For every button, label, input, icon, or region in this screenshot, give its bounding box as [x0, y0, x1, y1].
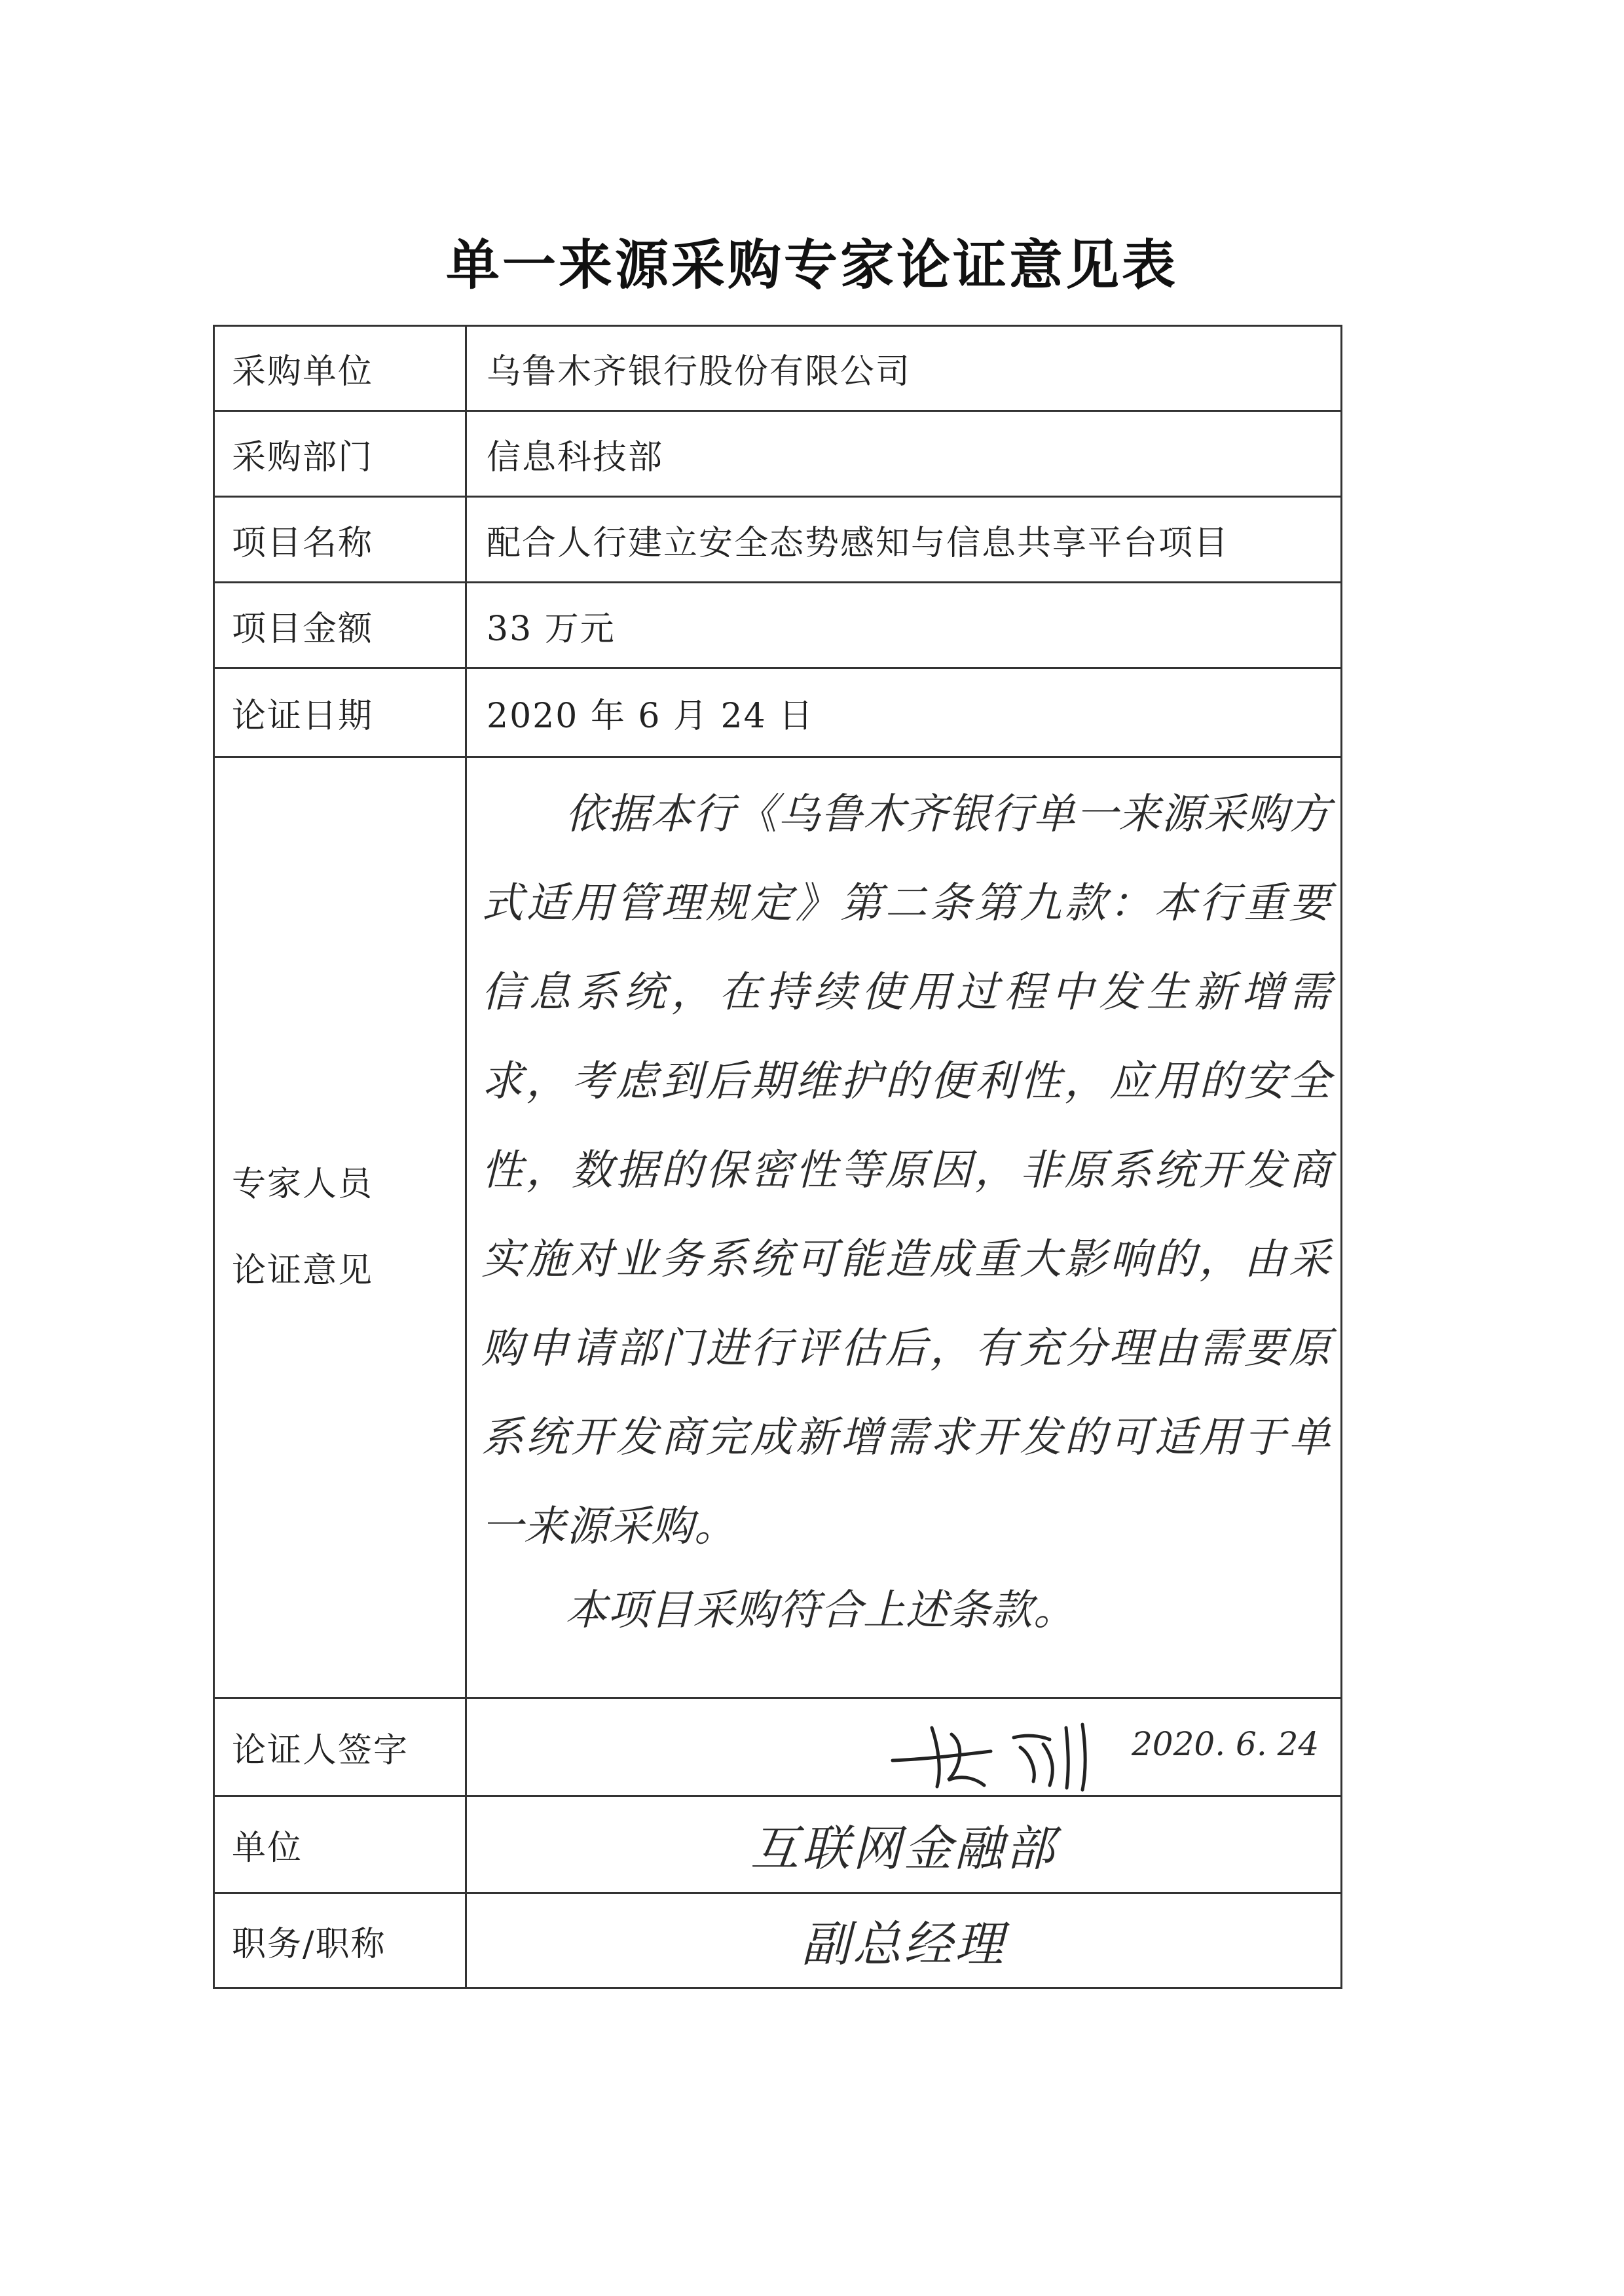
signature-date: 2020. 6. 24: [1132, 1725, 1320, 1763]
review-date-label: 论证日期: [215, 669, 467, 756]
position-value: 副总经理: [802, 1916, 1006, 1973]
signature-label: 论证人签字: [215, 1699, 467, 1795]
row-project-amount: [215, 583, 1340, 669]
document-title: 单一来源采购专家论证意见表: [445, 234, 1178, 297]
project-amount-value: 33 万元: [487, 609, 616, 649]
row-project-name: [215, 498, 1340, 583]
row-purchasing-dept: [215, 412, 1340, 498]
expert-opinion-label-line2: 论证意见: [232, 1251, 374, 1290]
purchasing-unit-label: 采购单位: [215, 327, 467, 410]
opinion-form-table: [213, 325, 1342, 1989]
opinion-paragraph-2: 本项目采购符合上述条款。: [565, 1586, 1076, 1635]
expert-opinion-text: [467, 758, 1340, 1697]
expert-opinion-label: [215, 758, 467, 1697]
review-date-value: 2020 年 6 月 24 日: [487, 697, 815, 736]
project-name-label: 项目名称: [215, 498, 467, 581]
row-purchasing-unit: [215, 327, 1340, 412]
row-position: [215, 1894, 1340, 1987]
row-expert-opinion: [215, 758, 1340, 1699]
signature-area: [467, 1699, 1340, 1795]
project-amount-label: 项目金额: [215, 583, 467, 667]
purchasing-dept-label: 采购部门: [215, 412, 467, 496]
row-organization: [215, 1797, 1340, 1894]
project-name-value: 配合人行建立安全态势感知与信息共享平台项目: [487, 523, 1230, 563]
organization-value: 互联网金融部: [750, 1820, 1057, 1877]
row-signature: [215, 1699, 1340, 1797]
handwritten-signature: [886, 1708, 1122, 1793]
opinion-paragraph-1: 依据本行《乌鲁木齐银行单一来源采购方式适用管理规定》第二条第九款：本行重要信息系统，在持续使用过程中发生新增需求，考虑到后期维护的便利性，应用的安全性，数据的保密性等原因，非原系统开发商实施对业务系统可能造成重大影响的，由采购申请部门进行评估后，有充分理由需要原系统开发商完成新增需求开发的可适用于单一来源采购。: [481, 790, 1331, 1551]
expert-opinion-label-line1: 专家人员: [232, 1165, 374, 1204]
purchasing-dept-value: 信息科技部: [487, 437, 664, 477]
organization-label: 单位: [215, 1797, 467, 1892]
row-review-date: [215, 669, 1340, 758]
position-label: 职务/职称: [215, 1894, 467, 1987]
purchasing-unit-value: 乌鲁木齐银行股份有限公司: [487, 352, 912, 392]
